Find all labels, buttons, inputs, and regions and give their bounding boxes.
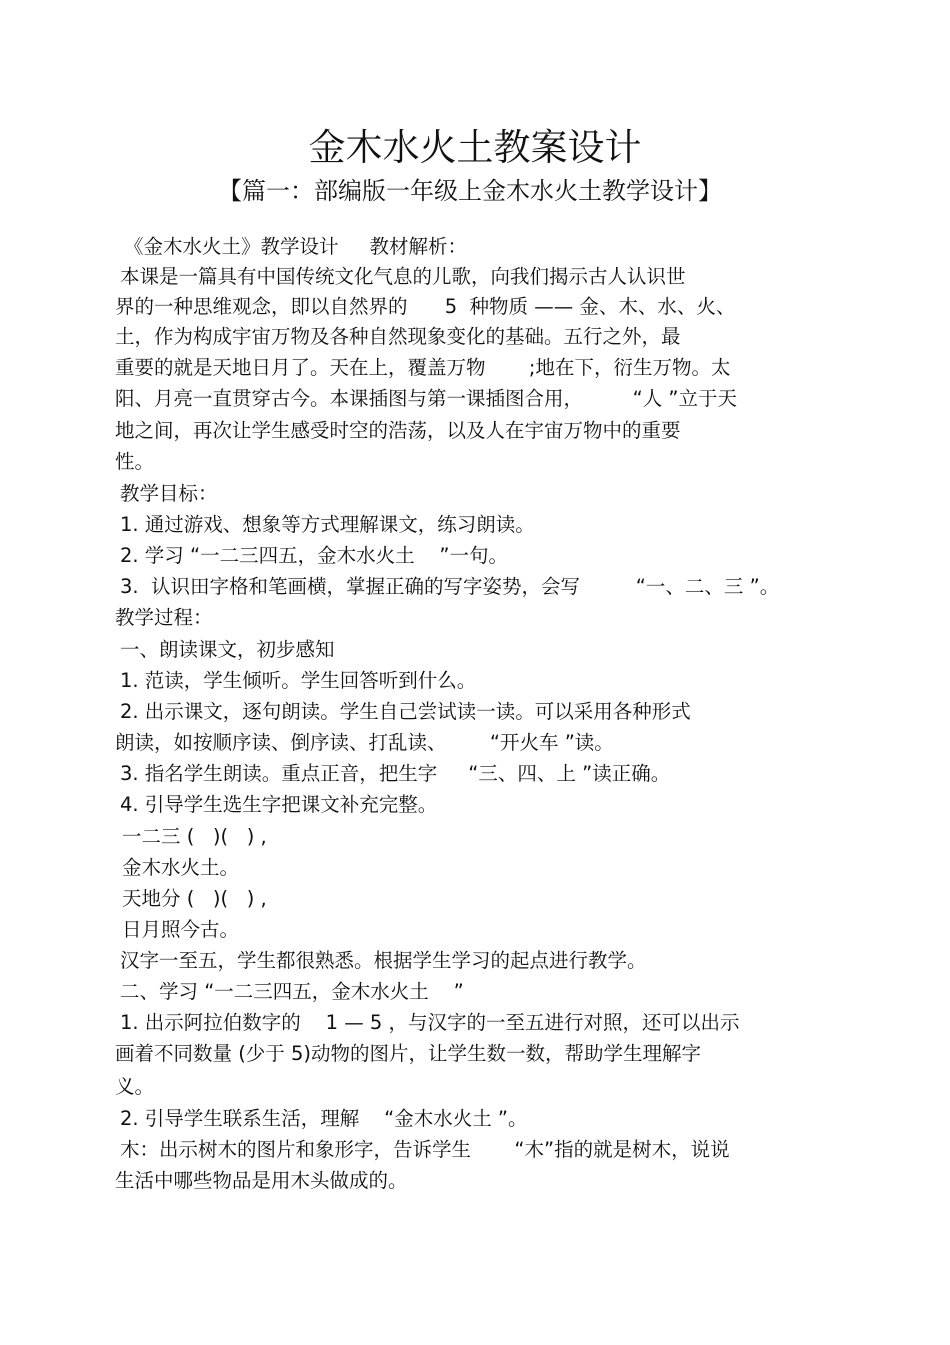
text-line: 土，作为构成宇宙万物及各种自然现象变化的基础。五行之外，最 [115, 325, 681, 348]
text-line: 教学过程： [115, 606, 213, 629]
text-line: 二、学习 “一二三四五，金木水火土 ” [120, 980, 464, 1003]
text-line: 地之间，再次让学生感受时空的浩荡，以及人在宇宙万物中的重要 [115, 419, 681, 442]
text-line: 金木水火土。 [122, 856, 240, 879]
text-line: 一二三 ( )( ) , [122, 825, 267, 848]
text-line: 天地分 ( )( ) , [122, 887, 267, 910]
document-subtitle: 【篇一：部编版一年级上金木水火土教学设计】 [218, 177, 722, 205]
text-line: 义。 [115, 1075, 155, 1098]
text-line: 本课是一篇具有中国传统文化气息的儿歌，向我们揭示古人认识世 [120, 265, 686, 288]
text-line: 界的一种思维观念，即以自然界的 5 种物质 —— 金、木、水、火、 [115, 295, 736, 318]
text-line: 教学目标： [120, 482, 218, 505]
text-line: 2. 学习 “一二三四五，金木水火土 ”一句。 [120, 544, 509, 567]
text-line: 2. 引导学生联系生活，理解 “金木水火土 ”。 [120, 1107, 528, 1130]
text-line: 朗读，如按顺序读、倒序读、打乱读、 “开火车 ”读。 [115, 731, 614, 754]
text-line: 1. 出示阿拉伯数字的 1 — 5 ，与汉字的一至五进行对照，还可以出示 [120, 1011, 740, 1034]
text-line: 2. 出示课文，逐句朗读。学生自己尝试读一读。可以采用各种形式 [120, 700, 691, 723]
text-line: 重要的就是天地日月了。天在上，覆盖万物 ;地在下，衍生万物。太 [115, 356, 731, 379]
text-line: 《金木水火土》教学设计 教材解析： [124, 235, 467, 258]
text-line: 1. 范读，学生倾听。学生回答听到什么。 [120, 669, 477, 692]
document-title: 金木水火土教案设计 [308, 126, 642, 169]
text-line: 生活中哪些物品是用木头做成的。 [115, 1169, 408, 1192]
text-line: 汉字一至五，学生都很熟悉。根据学生学习的起点进行教学。 [120, 949, 647, 972]
text-line: 日月照今古。 [122, 918, 240, 941]
text-line: 3. 指名学生朗读。重点正音，把生字 “三、四、上 ”读正确。 [120, 762, 671, 785]
text-line: 木：出示树木的图片和象形字，告诉学生 “木”指的就是树木，说说 [120, 1138, 730, 1161]
text-line: 3. 认识田字格和笔画横，掌握正确的写字姿势，会写 “一、二、三 ”。 [120, 575, 780, 598]
text-line: 4. 引导学生选生字把课文补充完整。 [120, 793, 438, 816]
text-line: 画着不同数量 (少于 5)动物的图片，让学生数一数，帮助学生理解字 [115, 1042, 702, 1065]
text-line: 1. 通过游戏、想象等方式理解课文，练习朗读。 [120, 513, 535, 536]
text-line: 阳、月亮一直贯穿古今。本课插图与第一课插图合用， “人 ”立于天 [115, 387, 737, 410]
text-line: 性。 [115, 450, 155, 473]
text-line: 一、朗读课文，初步感知 [120, 638, 335, 661]
